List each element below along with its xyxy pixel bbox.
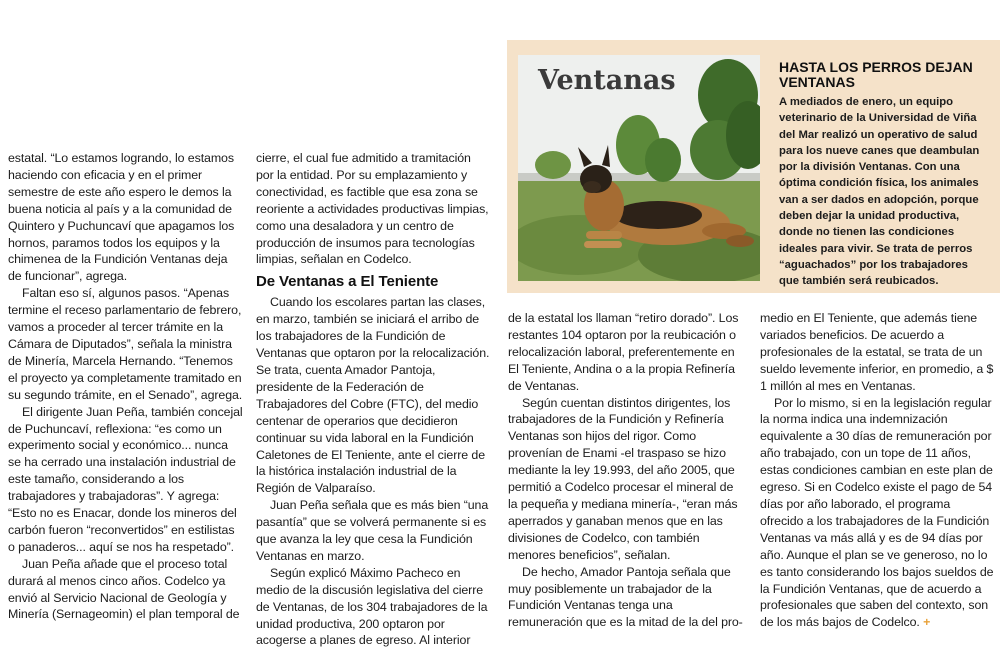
paragraph: Según cuentan distintos dirigentes, los trabajadores de la Fundición y Refinería Ventanas son hijos del rigor. Como provenían de Enami -el traspaso se hizo mediante la ley 19.993, del año 2005, que permitió a Codelco procesar el mineral de la pequeña y mediana minería-, “eran más aperrados y ganaban menos que en las divisiones de Codelco, con también menores beneficios”, señalan.: [508, 395, 738, 562]
paragraph: Juan Peña añade que el proceso total durará al menos cinco años. Codelco ya envió al Servicio Nacional de Geología y Minería (Sernageomin) el plan temporal de: [8, 556, 240, 622]
paragraph-text: Por lo mismo, si en la legislación regular la norma indica una indemnización equivalente a 30 días de remuneración por año trabajado, con un tope de 11 años, estas condiciones cambian en este plan de egreso. Si en Codelco existe el pago de 54 días por año laborado, el programa ofrecido a los trabajadores de la Fundición Ventanas va más allá y es de 94 días por año. Aunque el plan se ve generoso, no lo es tanto considerando los bajos sueldos de la Fundición Ventanas, que de acuerdo a profesionales que saben del contexto, son de los más bajos de Codelco.: [760, 395, 994, 630]
article-column-4: [760, 310, 996, 631]
dog-photo: [518, 55, 760, 281]
paragraph: [760, 395, 996, 632]
paragraph: Cuando los escolares partan las clases, en marzo, también se iniciará el arribo de los trabajadores de la Fundición de Ventanas que optaron por la relocalización. Se trata, cuenta Amador Pantoja, presidente de la Federación de Trabajadores del Cobre (FTC), del medio centenar de operarios que decidieron continuar su vida laboral en la Fundición Caletones de El Teniente, ante el cierre de la histórica instalación industrial de la Región de Valparaíso.: [256, 295, 490, 496]
paragraph: medio en El Teniente, que además tiene variados beneficios. De acuerdo a profesionales de la estatal, se trata de un sueldo levemente inferior, en promedio, a $ 1 millón al mes en Ventanas.: [760, 311, 994, 393]
paragraph: Según explicó Máximo Pacheco en medio de la discusión legislativa del cierre de Ventanas, de los 304 trabajadores de la unidad productiva, 200 optaron por acogerse a planes de egreso. Al interior: [256, 565, 488, 648]
section-subheading: De Ventanas a El Teniente: [256, 273, 439, 291]
sidebar-text: A mediados de enero, un equipo veterinario de la Universidad de Viña del Mar realizó un operativo de salud para los nueve canes que deambulan por la división Ventanas. Con una óptima condición física, los animales van a ser dados en adopción, porque deben dejar la unidad productiva, donde no tienen las condiciones ideales para vivir. Se trata de perros “aguachados” por los trabajadores que también será reubicados.: [779, 96, 980, 288]
article-column-1: [8, 150, 244, 623]
end-of-article-mark: +: [923, 615, 931, 630]
paragraph: cierre, el cual fue admitido a tramitación por la entidad. Por su emplazamiento y conectividad, es factible que esa zona se reoriente a actividades productivas limpias, como una desaladora y un centro de producción de insumos para tecnologías limpias, señalan en Codelco.: [256, 151, 489, 267]
paragraph: estatal. “Lo estamos logrando, lo estamos haciendo con eficacia y en el primer semestre de este año espero le demos la buena noticia al país y a la comunidad de Quintero y Puchuncaví que apagamos los hornos, paramos todos los equipos y la chimenea de la Fundición Ventanas deja de funcionar”, agrega.: [8, 151, 235, 284]
article-column-3: [508, 310, 744, 631]
paragraph: Faltan eso sí, algunos pasos. “Apenas termine el receso parlamentario de febrero, vamos a proceder al tercer trámite en la Cámara de Diputados”, señala la ministra de Minería, Marcela Hernando. “Tenemos el proyecto ya completamente tramitado en su segundo trámite, en el Senado”, agrega.: [8, 286, 243, 402]
sidebar-title: HASTA LOS PERROS DEJAN VENTANAS: [779, 59, 973, 90]
paragraph: de la estatal los llaman “retiro dorado”. Los restantes 104 optaron por la reubicación o relocalización laboral, preferentemente en El Teniente, Andina o a la propia Refinería de Ventanas.: [508, 311, 739, 393]
article-column-2: [256, 150, 490, 649]
paragraph: Juan Peña señala que es más bien “una pasantía” que se volverá permanente si es que avanza la ley que cesa la Fundición Ventanas en marzo.: [256, 498, 489, 563]
paragraph: De hecho, Amador Pantoja señala que muy posiblemente un trabajador de la Fundición Ventanas tenga una remuneración que es la mitad de la del pro-: [508, 564, 743, 630]
paragraph: El dirigente Juan Peña, también concejal de Puchuncaví, reflexiona: “es como un experimento social y económico... nunca se ha cerrado una instalación industrial de este tamaño, considerando a los trabajadores y trabajadoras”. Y agrega: “Esto no es Enacar, donde los mineros del carbón fueron “reconvertidos” en estilistas o panaderos... aquí se nos ha respetado”.: [8, 404, 243, 554]
photo-sign-text: Ventanas: [538, 65, 676, 96]
